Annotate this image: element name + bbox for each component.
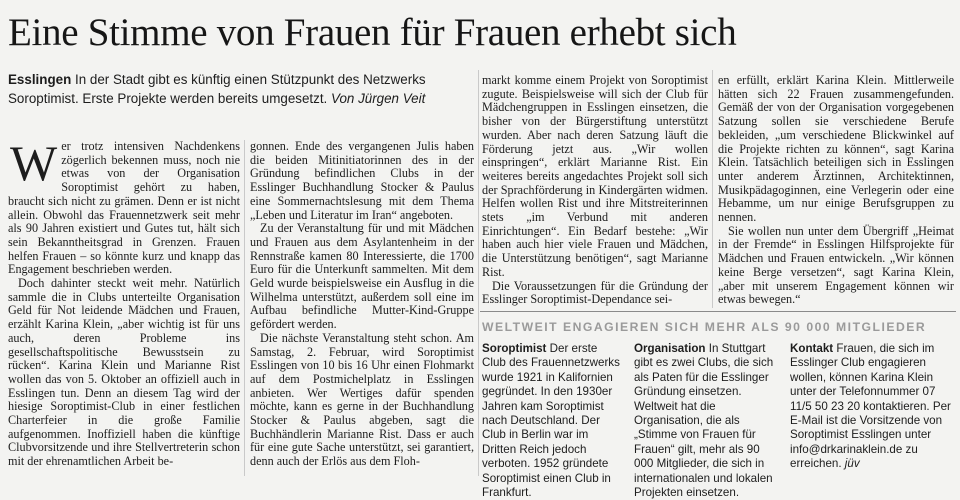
author-signature: jüv — [844, 457, 860, 471]
headline: Eine Stimme von Frauen für Frauen erhebt sich — [8, 11, 737, 54]
infobox-rule — [480, 311, 956, 312]
paragraph: Die Voraussetzungen für die Gründung der Esslinger Soroptimist-Dependance sei- — [482, 278, 708, 307]
infobox-label: Organisation — [634, 342, 706, 355]
infobox-label: Soroptimist — [482, 342, 547, 355]
infobox-label: Kontakt — [790, 342, 834, 355]
column-divider — [244, 140, 245, 476]
paragraph: markt komme einem Projekt von Soroptimist zugute. Beispielsweise will sich der Club für Mädchengruppen in Esslingen einsetzen, die bisher von der Bürgerstiftung unterstützt wurden. Aber nach deren Satzung läuft die Förderung jetzt aus. „Wir wollen einspringen“, erklärt Marianne Rist. Ein weiteres bereits angedachtes Projekt soll sich der Sprachförderung in Kindergärten widmen. Helfen wollen Rist und ihre Mitstreiterinnen stets „im Verbund mit anderen Einrichtungen“. Ein Bedarf bestehe: „Wir haben auch hier viele Frauen und Mädchen, die Unterstützung benötigen“, sagt Marianne Rist. — [482, 73, 708, 279]
column-divider — [478, 70, 479, 476]
article-column-4 — [718, 74, 954, 307]
paragraph: Sie wollen nun unter dem Übergriff „Heimat in der Fremde“ in Esslingen Hilfsprojekte für Mädchen und Frauen entwickeln. „Wir können keine Berge versetzen“, sagt Karina Klein, „aber mit unserem Engagement können wir etwas bewegen.“ — [718, 223, 954, 307]
paragraph: Zu der Veranstaltung für und mit Mädchen und Frauen aus dem Asylantenheim in der Rennstraße kamen 80 Interessierte, die 1700 Euro für die Unterkunft sammelten. Mit dem Geld wurde beispielsweise ein Ausflug in die Wilhelma unterstützt, außerdem soll eine im Aufbau befindliche Mutter-Kind-Gruppe gefördert werden. — [250, 221, 474, 332]
article-column-3 — [482, 74, 708, 307]
byline: Von Jürgen Veit — [331, 91, 426, 106]
article-column-1 — [8, 135, 240, 469]
infobox-title: WELTWEIT ENGAGIEREN SICH MEHR ALS 90 000 MITGLIEDER — [482, 320, 927, 334]
column-divider — [712, 70, 713, 308]
dateline: Esslingen — [8, 72, 72, 87]
infobox-text: Der erste Club des Frauennetzwerks wurde 1921 in Kalifornien gegründet. In den 1930er Jahren kam Soroptimist nach Deutschland. Der Club in Berlin war im Dritten Reich jedoch verboten. 1952 gründete Soroptimist einen Club in Frankfurt. — [482, 342, 620, 500]
infobox-column-organisation — [634, 342, 780, 500]
infobox-text: In Stuttgart gibt es zwei Clubs, die sich als Paten für die Esslinger Gründung einsetzen. Weltweit hat die Organisation, die als „Stimme von Frauen für Frauen“ gilt, mehr als 90 000 Mitglieder, die sich in internationalen und lokalen Projekten einsetzen. — [634, 342, 774, 500]
article-column-2 — [250, 140, 474, 469]
paragraph: gonnen. Ende des vergangenen Julis haben die beiden Mitinitiatorinnen des in der Gründung befindlichen Clubs in der Esslinger Buchhandlung Stocker & Paulus eine Sommernachtslesung mit dem Thema „Leben und Literatur im Iran“ angeboten. — [250, 139, 474, 222]
infobox-column-soroptimist — [482, 342, 624, 500]
lead-text: In der Stadt gibt es künftig einen Stützpunkt des Netzwerks Soroptimist. Erste Projekte werden bereits umgesetzt. — [8, 72, 426, 106]
infobox-column-kontakt — [790, 342, 956, 472]
lead-paragraph — [8, 70, 496, 108]
drop-cap: W — [10, 135, 58, 191]
paragraph: Doch dahinter steckt weit mehr. Natürlich sammle die in Clubs unterteilte Organisation Geld für Not leidende Mädchen und Frauen, erzählt Karina Klein, „aber wichtig ist für uns auch, deren Probleme ins gesellschaftspolitische Bewusstsein zu rücken“. Karina Klein und Marianne Rist wollen das von 5. Oktober an offiziell auch in Esslingen tun. Denn an diesem Tag wird der hiesige Soroptimist-Club in einer festlichen Charterfeier in die große Familie aufgenommen. Inoffiziell haben die künftige Clubvorsitzende und ihre Stellvertreterin schon mit der ehrenamtlichen Arbeit be- — [8, 276, 240, 469]
paragraph: er trotz intensiven Nachdenkens zögerlich bekennen muss, noch nie etwas von der Organisation Soroptimist gehört zu haben, braucht sich nicht zu grämen. Denn er ist nicht allein. Obwohl das Frauennetzwerk seit mehr als 90 Jahren existiert und Gutes tut, hält sich sein Bekanntheitsgrad in Grenzen. Frauen helfen Frauen – so könnte kurz und knapp das Engagement beschrieben werden. — [8, 139, 240, 277]
infobox-text: Frauen, die sich im Esslinger Club engagieren wollen, können Karina Klein unter der Telefonnummer 07 11/5 50 23 20 kontaktieren. Per E-Mail ist die Vorsitzende von Soroptimist Esslingen unter info@drkarinaklein.de zu erreichen. — [790, 342, 951, 471]
paragraph: en erfüllt, erklärt Karina Klein. Mittlerweile hätten sich 22 Frauen zusammengefunden. Gemäß der von der Organisation vorgegebenen Satzung sollen sie verschiedene Berufe bekleiden, „um verschiedene Blickwinkel auf die Projekte richten zu können“, sagt Karina Klein. Tatsächlich beteiligen sich in Esslingen unter anderem Ärztinnen, Architektinnen, Musikpädagoginnen, eine Verlegerin oder eine Hebamme, um nur einige Berufsgruppen zu nennen. — [718, 73, 954, 225]
paragraph: Die nächste Veranstaltung steht schon. Am Samstag, 2. Februar, wird Soroptimist Esslingen von 10 bis 16 Uhr einen Flohmarkt auf dem Postmichelplatz in Esslingen anbieten. Wer Wertiges dafür spenden möchte, kann es gerne in der Buchhandlung Stocker & Paulus abgeben, sagt die Buchhändlerin Marianne Rist. Dass er auch für eine gute Sache unterstützt, sei garantiert, denn auch der Erlös aus dem Floh- — [250, 330, 474, 469]
